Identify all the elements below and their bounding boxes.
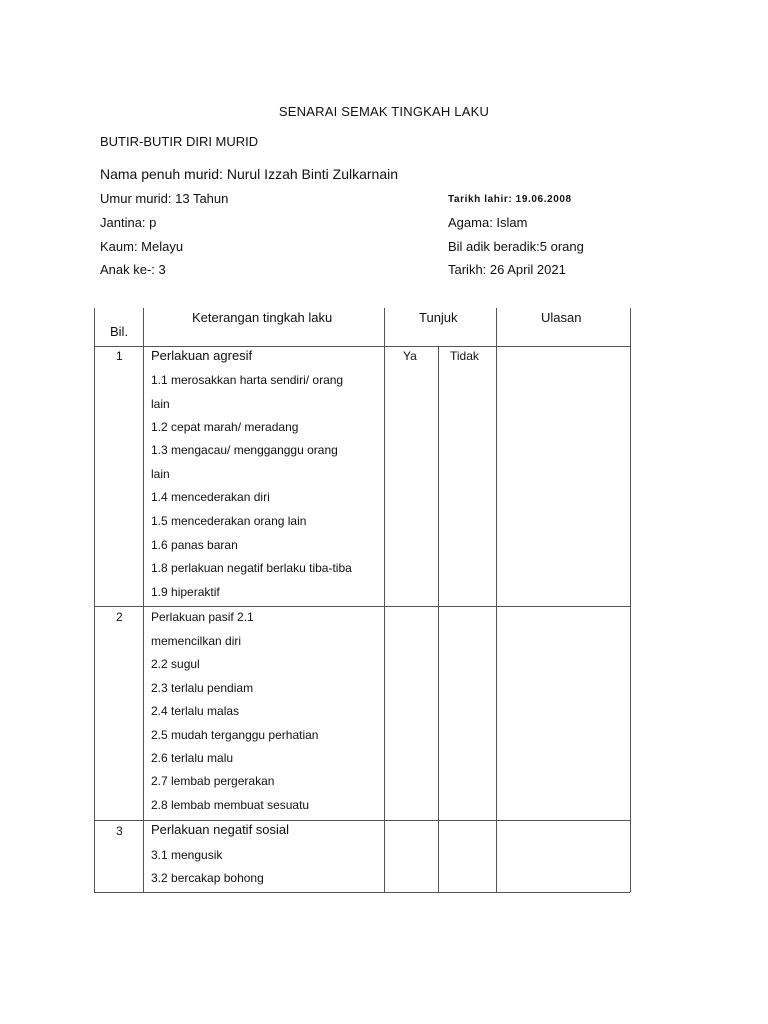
header-keterangan: Keterangan tingkah laku (192, 310, 333, 325)
student-child-order: Anak ke-: 3 (100, 262, 166, 277)
behavior-item: 2.2 sugul (151, 657, 200, 671)
behavior-item: 2.4 terlalu malas (151, 704, 240, 718)
table-border (94, 308, 95, 892)
document-title: SENARAI SEMAK TINGKAH LAKU (278, 104, 490, 119)
student-siblings: Bil adik beradik:5 orang (448, 239, 584, 254)
table-divider (384, 308, 385, 892)
table-divider (94, 892, 630, 893)
header-tunjuk: Tunjuk (419, 310, 458, 325)
table-divider (438, 346, 439, 892)
behavior-item: 2.5 mudah terganggu perhatian (151, 728, 319, 742)
header-bil: Bil. (110, 324, 129, 339)
tidak-label: Tidak (450, 349, 479, 363)
table-divider (496, 308, 497, 892)
table-divider (94, 346, 630, 347)
behavior-item: 1.6 panas baran (151, 538, 238, 552)
table-divider (143, 308, 144, 892)
student-gender: Jantina: p (100, 215, 157, 230)
table-border (630, 308, 631, 892)
behavior-item: 1.4 mencederakan diri (151, 490, 270, 504)
behavior-item: 1.1 merosakkan harta sendiri/ orang (151, 373, 344, 387)
category-title: Perlakuan negatif sosial (151, 822, 290, 837)
behavior-item: lain (151, 467, 170, 481)
student-religion: Agama: Islam (448, 215, 528, 230)
behavior-item: 1.2 cepat marah/ meradang (151, 420, 299, 434)
row-number: 2 (116, 610, 123, 624)
behavior-item: 1.5 mencederakan orang lain (151, 514, 307, 528)
behavior-item: 2.7 lembab pergerakan (151, 774, 275, 788)
row-number: 1 (116, 349, 123, 363)
student-form-date: Tarikh: 26 April 2021 (448, 262, 566, 277)
behavior-item: 2.8 lembab membuat sesuatu (151, 798, 310, 812)
behavior-item: 2.6 terlalu malu (151, 751, 234, 765)
behavior-item: 1.3 mengacau/ mengganggu orang (151, 443, 338, 457)
behavior-item: 1.9 hiperaktif (151, 585, 220, 599)
student-age: Umur murid: 13 Tahun (100, 191, 229, 206)
student-name: Nama penuh murid: Nurul Izzah Binti Zulkarnain (100, 166, 399, 182)
behavior-item: 1.8 perlakuan negatif berlaku tiba-tiba (151, 561, 352, 575)
behavior-item: 3.2 bercakap bohong (151, 871, 264, 885)
behavior-item: 3.1 mengusik (151, 848, 223, 862)
section-heading: BUTIR-BUTIR DIRI MURID (100, 134, 259, 149)
ya-label: Ya (403, 349, 417, 363)
student-dob: Tarikh lahir: 19.06.2008 (448, 194, 572, 205)
behavior-item: lain (151, 397, 170, 411)
category-title: Perlakuan pasif 2.1 (151, 610, 254, 624)
table-divider (94, 606, 630, 607)
behavior-item: 2.3 terlalu pendiam (151, 681, 254, 695)
row-number: 3 (116, 824, 123, 838)
table-divider (94, 820, 630, 821)
header-ulasan: Ulasan (541, 310, 582, 325)
student-race: Kaum: Melayu (100, 239, 184, 254)
category-title: Perlakuan agresif (151, 348, 253, 363)
behavior-item: memencilkan diri (151, 634, 242, 648)
